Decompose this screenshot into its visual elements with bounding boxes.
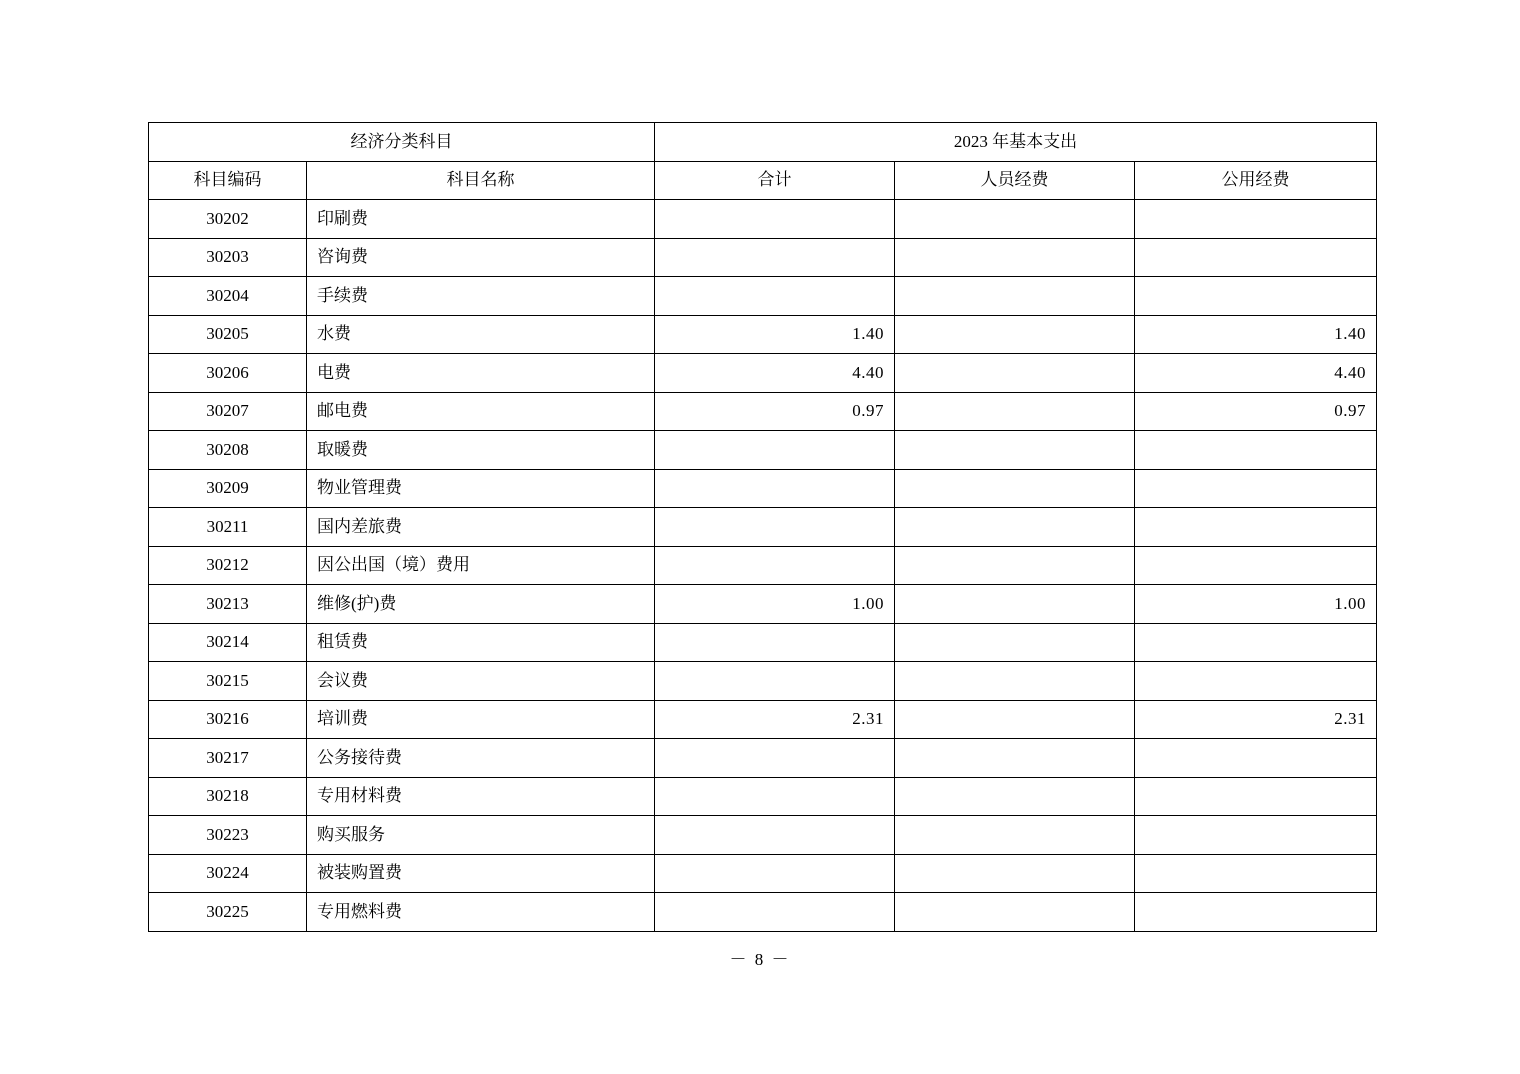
cell-public-expense (1135, 623, 1377, 662)
cell-subject-name: 水费 (307, 315, 655, 354)
cell-public-expense (1135, 200, 1377, 239)
cell-subject-name: 咨询费 (307, 238, 655, 277)
cell-personnel-expense (895, 777, 1135, 816)
cell-subject-code: 30202 (149, 200, 307, 239)
cell-public-expense: 1.00 (1135, 585, 1377, 624)
cell-total: 4.40 (655, 354, 895, 393)
cell-public-expense (1135, 893, 1377, 932)
cell-subject-name: 电费 (307, 354, 655, 393)
table-row (149, 392, 1377, 431)
basic-expenditure-table (148, 122, 1377, 932)
cell-total (655, 623, 895, 662)
cell-subject-name: 培训费 (307, 700, 655, 739)
cell-public-expense (1135, 546, 1377, 585)
cell-personnel-expense (895, 354, 1135, 393)
cell-subject-code: 30206 (149, 354, 307, 393)
cell-total: 2.31 (655, 700, 895, 739)
cell-total (655, 508, 895, 547)
cell-total (655, 662, 895, 701)
table-row (149, 315, 1377, 354)
cell-total: 1.40 (655, 315, 895, 354)
table-body (149, 200, 1377, 932)
column-header-public: 公用经费 (1135, 161, 1377, 200)
cell-personnel-expense (895, 392, 1135, 431)
cell-personnel-expense (895, 816, 1135, 855)
cell-subject-name: 会议费 (307, 662, 655, 701)
cell-subject-name: 物业管理费 (307, 469, 655, 508)
table-row (149, 816, 1377, 855)
cell-subject-name: 邮电费 (307, 392, 655, 431)
table-row (149, 431, 1377, 470)
cell-public-expense (1135, 469, 1377, 508)
cell-total (655, 854, 895, 893)
cell-subject-code: 30216 (149, 700, 307, 739)
cell-total (655, 200, 895, 239)
cell-subject-name: 被装购置费 (307, 854, 655, 893)
cell-total (655, 777, 895, 816)
cell-personnel-expense (895, 469, 1135, 508)
table-row (149, 700, 1377, 739)
cell-subject-name: 购买服务 (307, 816, 655, 855)
table-row (149, 508, 1377, 547)
cell-subject-code: 30205 (149, 315, 307, 354)
cell-public-expense: 2.31 (1135, 700, 1377, 739)
cell-personnel-expense (895, 585, 1135, 624)
table-row (149, 893, 1377, 932)
cell-total (655, 739, 895, 778)
cell-subject-code: 30208 (149, 431, 307, 470)
cell-personnel-expense (895, 739, 1135, 778)
cell-personnel-expense (895, 200, 1135, 239)
cell-personnel-expense (895, 662, 1135, 701)
cell-total (655, 893, 895, 932)
cell-personnel-expense (895, 508, 1135, 547)
column-header-name: 科目名称 (307, 161, 655, 200)
table-row (149, 238, 1377, 277)
cell-subject-code: 30215 (149, 662, 307, 701)
cell-subject-name: 租赁费 (307, 623, 655, 662)
cell-total: 0.97 (655, 392, 895, 431)
column-header-total: 合计 (655, 161, 895, 200)
cell-subject-code: 30207 (149, 392, 307, 431)
cell-total (655, 546, 895, 585)
cell-public-expense (1135, 431, 1377, 470)
table-header (149, 123, 1377, 200)
cell-public-expense (1135, 238, 1377, 277)
cell-public-expense: 1.40 (1135, 315, 1377, 354)
cell-subject-code: 30217 (149, 739, 307, 778)
table-row (149, 200, 1377, 239)
cell-personnel-expense (895, 315, 1135, 354)
cell-subject-code: 30212 (149, 546, 307, 585)
cell-subject-code: 30214 (149, 623, 307, 662)
group-header-basic-expenditure: 2023 年基本支出 (655, 123, 1377, 162)
cell-subject-code: 30211 (149, 508, 307, 547)
cell-total (655, 469, 895, 508)
table-row (149, 623, 1377, 662)
cell-subject-code: 30209 (149, 469, 307, 508)
cell-subject-code: 30225 (149, 893, 307, 932)
cell-subject-name: 专用材料费 (307, 777, 655, 816)
table-row (149, 662, 1377, 701)
cell-personnel-expense (895, 893, 1135, 932)
group-header-economic-category: 经济分类科目 (149, 123, 655, 162)
cell-subject-code: 30224 (149, 854, 307, 893)
column-header-code: 科目编码 (149, 161, 307, 200)
cell-total (655, 431, 895, 470)
cell-subject-name: 手续费 (307, 277, 655, 316)
cell-subject-code: 30213 (149, 585, 307, 624)
cell-public-expense (1135, 854, 1377, 893)
cell-subject-name: 公务接待费 (307, 739, 655, 778)
cell-public-expense: 4.40 (1135, 354, 1377, 393)
cell-subject-code: 30204 (149, 277, 307, 316)
table-row (149, 354, 1377, 393)
cell-public-expense (1135, 662, 1377, 701)
table-row (149, 854, 1377, 893)
cell-personnel-expense (895, 277, 1135, 316)
table-row (149, 585, 1377, 624)
cell-subject-name: 因公出国（境）费用 (307, 546, 655, 585)
cell-subject-name: 印刷费 (307, 200, 655, 239)
table-row (149, 546, 1377, 585)
cell-public-expense (1135, 816, 1377, 855)
cell-personnel-expense (895, 238, 1135, 277)
cell-public-expense: 0.97 (1135, 392, 1377, 431)
cell-total: 1.00 (655, 585, 895, 624)
table-row (149, 469, 1377, 508)
cell-subject-name: 取暖费 (307, 431, 655, 470)
cell-subject-name: 专用燃料费 (307, 893, 655, 932)
cell-personnel-expense (895, 623, 1135, 662)
cell-total (655, 816, 895, 855)
page-number: － 8 － (729, 950, 791, 969)
cell-subject-code: 30203 (149, 238, 307, 277)
cell-personnel-expense (895, 700, 1135, 739)
cell-public-expense (1135, 277, 1377, 316)
column-header-personnel: 人员经费 (895, 161, 1135, 200)
cell-public-expense (1135, 508, 1377, 547)
table-row (149, 777, 1377, 816)
cell-public-expense (1135, 739, 1377, 778)
cell-total (655, 277, 895, 316)
cell-total (655, 238, 895, 277)
table-row (149, 739, 1377, 778)
table-column-header-row (149, 161, 1377, 200)
cell-subject-code: 30218 (149, 777, 307, 816)
cell-personnel-expense (895, 546, 1135, 585)
cell-subject-name: 国内差旅费 (307, 508, 655, 547)
table-row (149, 277, 1377, 316)
cell-subject-name: 维修(护)费 (307, 585, 655, 624)
cell-public-expense (1135, 777, 1377, 816)
cell-personnel-expense (895, 431, 1135, 470)
table-group-header-row (149, 123, 1377, 162)
cell-personnel-expense (895, 854, 1135, 893)
cell-subject-code: 30223 (149, 816, 307, 855)
